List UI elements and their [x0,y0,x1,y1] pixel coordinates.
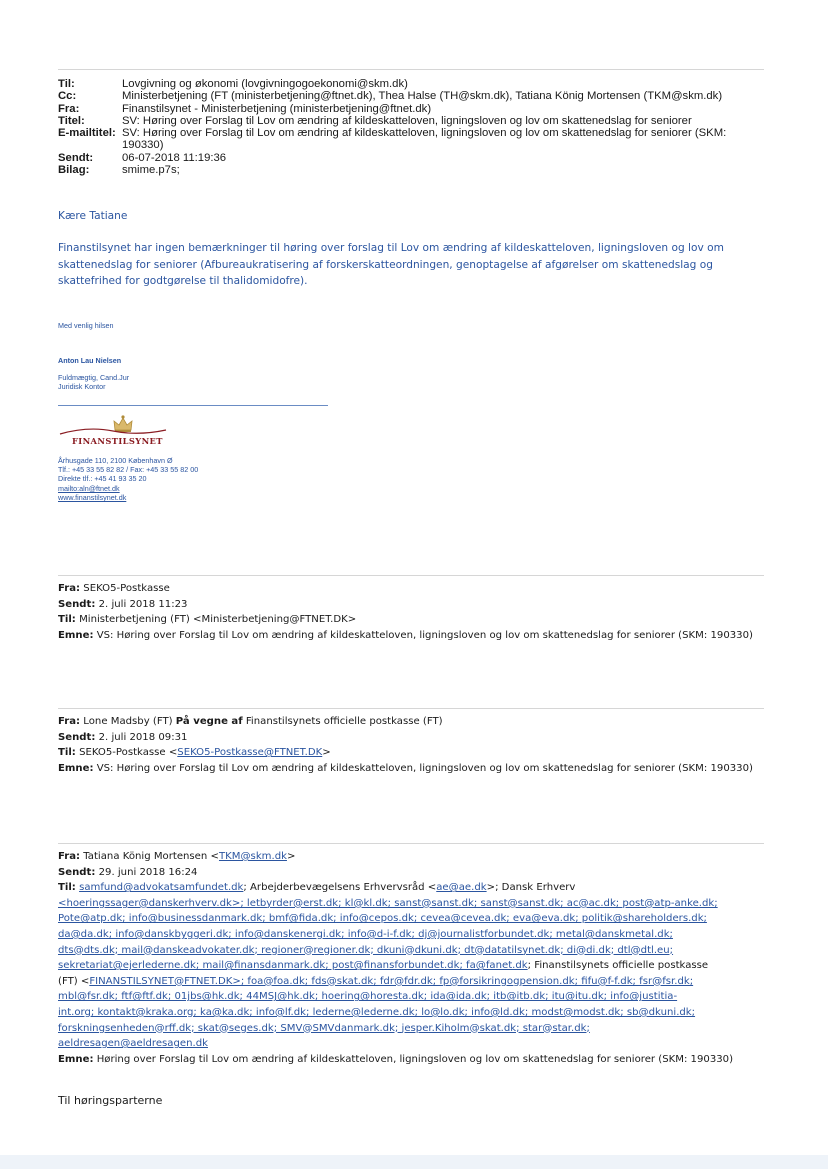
cc-label: Cc: [58,90,77,103]
page-bottom-band [0,1155,828,1169]
signature-phone: Tlf.: +45 33 55 82 82 / Fax: +45 33 55 82 00 [58,465,199,474]
fwd3-to-link-6[interactable]: sekretariat@ejerlederne.dk; mail@finansdanmark.dk; post@finansforbundet.dk; fa@fanet.dk [58,960,528,972]
attach-value: smime.p7s; [122,164,180,177]
fwd2-to: Til: SEKO5-Postkasse <SEKO5-Postkasse@FTNET.DK> [58,747,331,759]
header-attach-row [58,164,770,176]
header-from-row [58,103,770,115]
signature-dept: Juridisk Kontor [58,382,106,391]
salutation: Til høringsparterne [58,1094,163,1107]
fwd1-to: Til: Ministerbetjening (FT) <Ministerbetjening@FTNET.DK> [58,614,357,626]
fwd3-to-line-6: sekretariat@ejerlederne.dk; mail@finansdanmark.dk; post@finansforbundet.dk; fa@fanet.dk; Finanstilsynets officielle postkasse [58,960,709,972]
forward-2 [58,714,770,776]
fwd1-from: Fra: SEKO5-Postkasse [58,583,170,594]
divider-2 [58,708,764,709]
fwd3-subject: Emne: Høring over Forslag til Lov om ændring af kildeskatteloven, ligningsloven og lov om skattenedslag for seniorer (SKM: 190330) [58,1053,734,1065]
divider-1 [58,575,764,576]
fwd3-to-line-4[interactable]: da@da.dk; info@danskbyggeri.dk; info@danskenergi.dk; info@d-i-f.dk; dj@journalistforbundet.dk; metal@danskmetal.dk; [58,928,673,940]
fwd3-to-line-5[interactable]: dts@dts.dk; mail@danskeadvokater.dk; regioner@regioner.dk; dkuni@dkuni.dk; dt@datatilsynet.dk; di@di.dk; dtl@dtl.eu; [58,944,674,956]
signature-direct: Direkte tlf.: +45 41 93 35 20 [58,474,147,483]
to-value: Lovgivning og økonomi (lovgivningogoekonomi@skm.dk) [122,78,408,90]
fwd3-to-line-2[interactable]: <hoeringssager@danskerhverv.dk>; letbyrder@erst.dk; kl@kl.dk; sanst@sanst.dk; sanst@sanst.dk; ac@ac.dk; post@atp-anke.dk; [58,897,718,909]
fwd3-to-line-11[interactable]: aeldresagen@aeldresagen.dk [58,1038,208,1050]
signature-divider [58,405,328,406]
fwd3-to-line-3[interactable]: Pote@atp.dk; info@businessdanmark.dk; bmf@fida.dk; info@cepos.dk; cevea@cevea.dk; eva@eva.dk; politik@shareholders.dk; [58,913,707,925]
fwd1-subject: Emne: VS: Høring over Forslag til Lov om ændring af kildeskatteloven, ligningsloven og lov om skattenedslag for seniorer (SKM: 190330) [58,629,753,641]
message-body: Finanstilsynet har ingen bemærkninger til høring over forslag til Lov om ændring af kildeskatteloven, ligningsloven og lov om skattenedslag for seniorer (Afbureaukratisering af forskerskatteordningen, genoptagelse af afgørelser om skattenedslag og skattefrihed for godtgørelse til thalidomidofre). [58,242,724,287]
header-title-row [58,115,770,127]
fwd3-to-line-9[interactable]: int.org; kontakt@kraka.org; ka@ka.dk; info@lf.dk; lederne@lederne.dk; lo@lo.dk; info@ld.dk; modst@modst.dk; sb@dkuni.dk; [58,1006,696,1018]
divider-3 [58,843,764,844]
fwd3-to-line-8[interactable]: mbl@fsr.dk; ftf@ftf.dk; 01jbs@hk.dk; 44MSJ@hk.dk; hoering@horesta.dk; ida@ida.dk; itb@itb.dk; itu@itu.dk; info@justitia- [58,991,678,1003]
signature-address: Århusgade 110, 2100 København Ø [58,456,173,465]
closing: Med venlig hilsen [58,321,114,330]
email-header [58,78,770,176]
fwd3-sent: Sendt: 29. juni 2018 16:24 [58,866,198,878]
fwd2-sent: Sendt: 2. juli 2018 09:31 [58,731,188,743]
title-value: SV: Høring over Forslag til Lov om ændring af kildeskatteloven, ligningsloven og lov om skattenedslag for seniorer [122,114,692,127]
header-sent-row [58,152,770,164]
sent-label: Sendt: [58,151,94,164]
header-to-row [58,78,770,90]
signature-web-link[interactable]: www.finanstilsynet.dk [58,493,127,502]
fwd3-to-link-1[interactable]: samfund@advokatsamfundet.dk [79,882,244,894]
logo-text: FINANSTILSYNET [72,436,163,446]
title-label: Titel: [58,114,85,127]
signature-mail-link[interactable]: mailto:aln@ftnet.dk [58,484,120,493]
fwd2-to-link[interactable]: SEKO5-Postkasse@FTNET.DK [177,747,323,759]
fwd2-subject: Emne: VS: Høring over Forslag til Lov om ændring af kildeskatteloven, ligningsloven og lov om skattenedslag for seniorer (SKM: 190330) [58,762,753,774]
top-divider [58,69,764,70]
signature-title: Fuldmægtig, Cand.Jur [58,373,130,382]
cc-value: Ministerbetjening (FT (ministerbetjening@ftnet.dk), Thea Halse (TH@skm.dk), Tatiana König Mortensen (TKM@skm.dk) [122,90,723,103]
signature-name: Anton Lau Nielsen [58,356,122,365]
to-label: Til: [58,78,75,90]
fwd3-to-line-1: Til: samfund@advokatsamfundet.dk; Arbejderbevægelsens Erhvervsråd <ae@ae.dk>; Dansk Erhverv [58,882,576,894]
header-cc-row [58,90,770,102]
fwd3-to-line-7: (FT) <FINANSTILSYNET@FTNET.DK>; foa@foa.dk; fds@skat.dk; fdr@fdr.dk; fp@forsikringogpension.dk; fifu@f-f.dk; fsr@fsr.dk; [58,975,694,987]
sent-value: 06-07-2018 11:19:36 [122,151,227,164]
from-label: Fra: [58,102,80,115]
fwd3-to-line-10[interactable]: forskningsenheden@rff.dk; skat@seges.dk; SMV@SMVdanmark.dk; jesper.Kiholm@skat.dk; star@star.dk; [58,1022,590,1034]
attach-label: Bilag: [58,164,90,177]
fwd3-from: Fra: Tatiana König Mortensen <TKM@skm.dk> [58,851,296,862]
emailtitle-value: SV: Høring over Forslag til Lov om ændring af kildeskatteloven, ligningsloven og lov om skattenedslag for seniorer (SKM: 190330) [122,127,727,152]
fwd3-to-link-ae[interactable]: ae@ae.dk [436,882,487,894]
emailtitle-label: E-mailtitel: [58,127,116,140]
fwd2-from: Fra: Lone Madsby (FT) På vegne af Finanstilsynets officielle postkasse (FT) [58,716,443,727]
header-emailtitle-row [58,127,770,152]
fwd3-to-link-7[interactable]: FINANSTILSYNET@FTNET.DK>; foa@foa.dk; fds@skat.dk; fdr@fdr.dk; fp@forsikringogpension.dk; fifu@f-f.dk; fsr@fsr.dk; [89,975,694,987]
forward-3 [58,849,770,1067]
fwd1-sent: Sendt: 2. juli 2018 11:23 [58,598,188,610]
fwd3-from-link[interactable]: TKM@skm.dk [218,851,287,862]
greeting: Kære Tatiane [58,210,128,222]
from-value: Finanstilsynet - Ministerbetjening (ministerbetjening@ftnet.dk) [122,102,432,115]
forward-1 [58,581,770,643]
